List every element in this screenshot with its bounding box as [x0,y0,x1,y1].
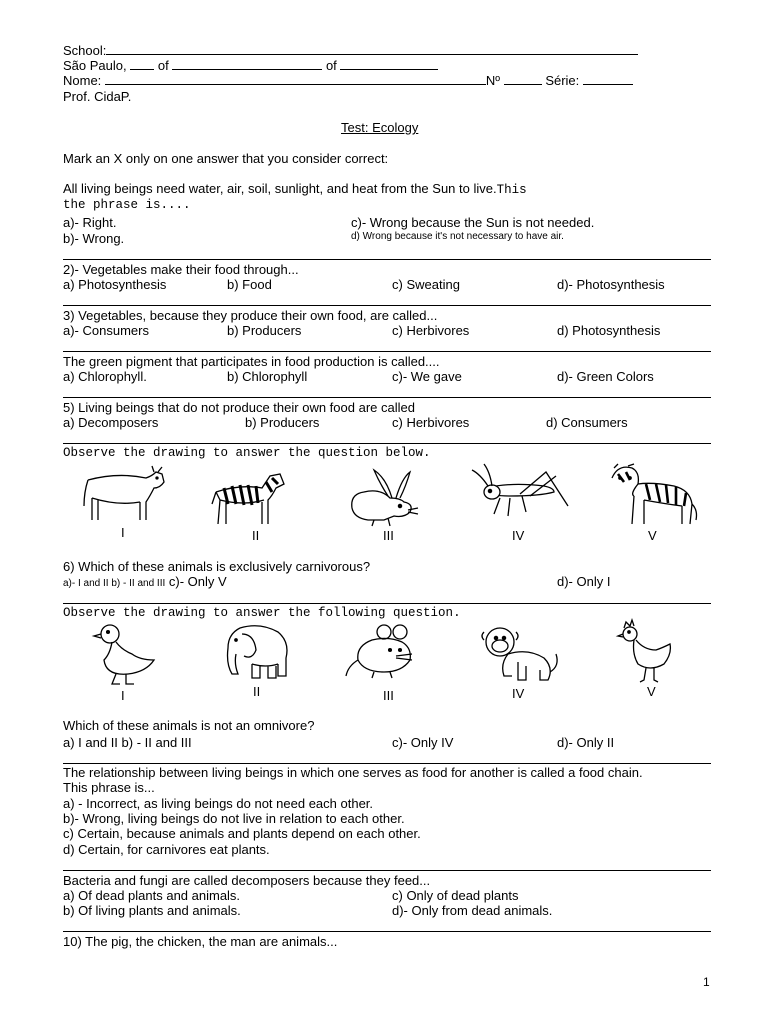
q8-option-b[interactable]: b)- Wrong, living beings do not live in relation to each other. [63,811,405,826]
name-line: Nome: Nº Série: [63,73,633,88]
drawing-1-instruction: Observe the drawing to answer the question below. [63,446,431,460]
q1-option-d[interactable]: d) Wrong because it's not necessary to have air. [351,231,564,242]
q3-option-b[interactable]: b) Producers [227,323,302,338]
serie-blank[interactable] [583,73,633,85]
q4-option-b[interactable]: b) Chlorophyll [227,369,308,384]
question-1-text: All living beings need water, air, soil, sunlight, and heat from the Sun to live.This [63,181,527,197]
divider [63,443,711,444]
chicken-icon [616,620,676,686]
q9-option-c[interactable]: c) Only of dead plants [392,888,519,903]
divider [63,870,711,871]
school-line: School: [63,43,638,58]
question-6-text: 6) Which of these animals is exclusively carnivorous? [63,559,371,574]
q7-options-ab[interactable]: a) I and II b) - II and III [63,735,192,750]
divider [63,351,711,352]
zebra-icon [210,470,290,528]
q9-option-a[interactable]: a) Of dead plants and animals. [63,888,241,903]
elephant-icon [220,620,294,682]
divider [63,305,711,306]
divider [63,763,711,764]
day-blank[interactable] [130,58,154,70]
q1-option-c[interactable]: c)- Wrong because the Sun is not needed. [351,215,595,230]
drawing-2-label: IV [512,686,525,701]
q3-option-a[interactable]: a)- Consumers [63,323,149,338]
question-2-text: 2)- Vegetables make their food through... [63,262,299,277]
tiger-icon [604,460,700,528]
cow-icon [78,462,170,524]
month-blank[interactable] [172,58,322,70]
divider [63,259,711,260]
q5-option-d[interactable]: d) Consumers [546,415,628,430]
question-4-text: The green pigment that participates in food production is called.... [63,354,440,369]
drawing-2-label: III [383,688,394,703]
page-number: 1 [703,975,710,989]
grasshopper-icon [470,462,570,528]
q3-option-d[interactable]: d) Photosynthesis [557,323,661,338]
q7-option-c[interactable]: c)- Only IV [392,735,454,750]
q3-option-c[interactable]: c) Herbivores [392,323,470,338]
drawing-2-label: II [253,684,261,699]
city-date-line: São Paulo, of of [63,58,438,73]
test-title: Test: Ecology [341,120,419,135]
q8-option-a[interactable]: a) - Incorrect, as living beings do not need each other. [63,796,374,811]
q2-option-a[interactable]: a) Photosynthesis [63,277,167,292]
question-3-text: 3) Vegetables, because they produce their own food, are called... [63,308,438,323]
q6-option-c[interactable]: c)- Only V [168,574,227,589]
q1-option-b[interactable]: b)- Wrong. [63,231,125,246]
q2-option-c[interactable]: c) Sweating [392,277,460,292]
q8-option-c[interactable]: c) Certain, because animals and plants depend on each other. [63,826,421,841]
question-5-text: 5) Living beings that do not produce their own food are called [63,400,415,415]
duck-icon [92,620,156,686]
q4-option-a[interactable]: a) Chlorophyll. [63,369,147,384]
drawing-1-label: I [121,525,125,540]
question-7-text: Which of these animals is not an omnivore? [63,718,315,733]
school-blank[interactable] [106,43,638,55]
q8-option-d[interactable]: d) Certain, for carnivores eat plants. [63,842,270,857]
q1-option-a[interactable]: a)- Right. [63,215,117,230]
drawing-1-label: V [648,528,657,543]
drawing-1-label: III [383,528,394,543]
question-8-phrase: This phrase is... [63,780,155,795]
rabbit-icon [344,468,420,528]
divider [63,931,711,932]
question-10-text: 10) The pig, the chicken, the man are animals... [63,934,338,949]
q5-option-c[interactable]: c) Herbivores [392,415,470,430]
divider [63,397,711,398]
q4-option-c[interactable]: c)- We gave [392,369,462,384]
year-blank[interactable] [340,58,438,70]
divider [63,603,711,604]
instructions: Mark an X only on one answer that you consider correct: [63,151,389,166]
name-blank[interactable] [105,73,486,85]
teacher-name: Prof. CidaP. [63,89,132,104]
question-8-text: The relationship between living beings in which one serves as food for another is called a food chain. [63,765,643,780]
q6-options-ab[interactable]: a)- I and II b) - II and III c)- Only V [63,574,227,589]
drawing-1-label: II [252,528,260,543]
q5-option-b[interactable]: b) Producers [245,415,320,430]
question-1-phrase: the phrase is.... [63,198,191,212]
mouse-icon [344,620,418,682]
q9-option-b[interactable]: b) Of living plants and animals. [63,903,241,918]
drawing-1-label: IV [512,528,525,543]
drawing-2-instruction: Observe the drawing to answer the following question. [63,606,461,620]
q7-option-d[interactable]: d)- Only II [557,735,615,750]
q2-option-d[interactable]: d)- Photosynthesis [557,277,665,292]
question-9-text: Bacteria and fungi are called decomposers because they feed... [63,873,431,888]
q9-option-d[interactable]: d)- Only from dead animals. [392,903,553,918]
q6-option-d[interactable]: d)- Only I [557,574,611,589]
q2-option-b[interactable]: b) Food [227,277,272,292]
drawing-2-label: I [121,688,125,703]
q5-option-a[interactable]: a) Decomposers [63,415,159,430]
number-blank[interactable] [504,73,542,85]
monkey-icon [478,622,560,688]
q4-option-d[interactable]: d)- Green Colors [557,369,654,384]
drawing-2-label: V [647,684,656,699]
